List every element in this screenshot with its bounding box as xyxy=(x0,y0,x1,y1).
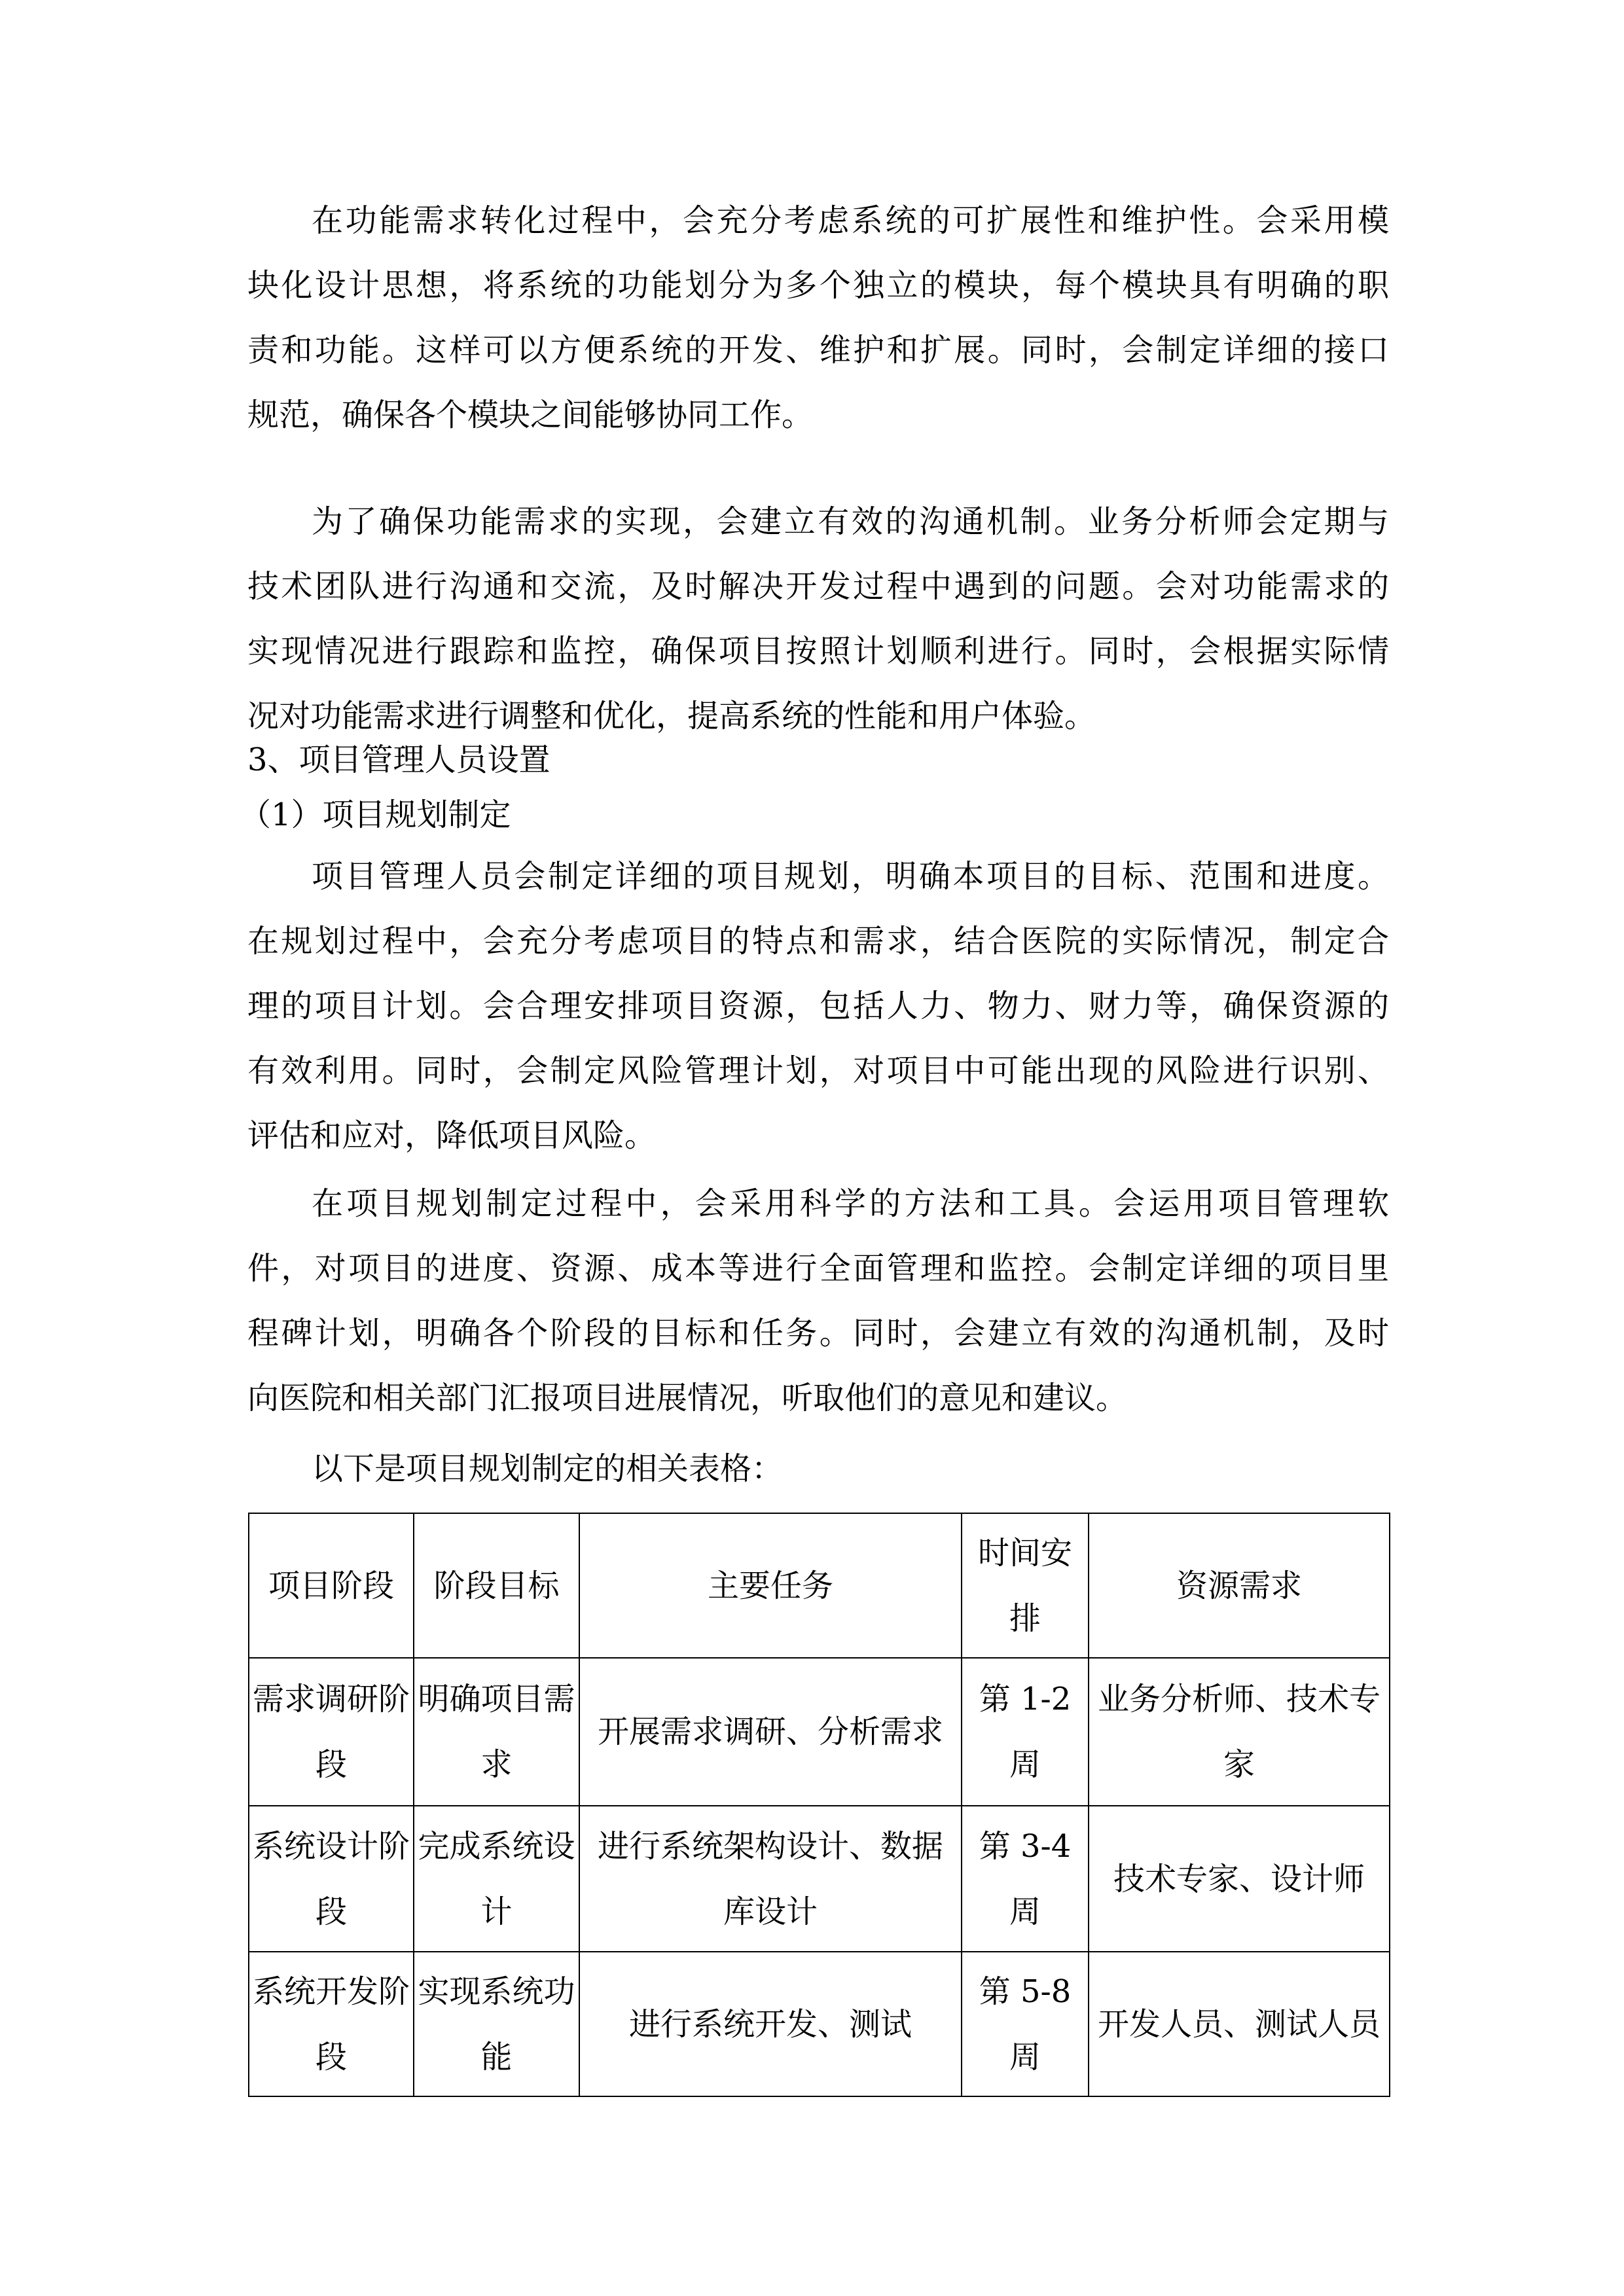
text-line: 为了确保功能需求的实现，会建立有效的沟通机制。业务分析师会定期与 xyxy=(312,503,1389,540)
paragraph-communication xyxy=(247,490,1389,749)
text-line: 规范，确保各个模块之间能够协同工作。 xyxy=(247,397,814,433)
table-row xyxy=(249,1806,1390,1952)
text-line: 责和功能。这样可以方便系统的开发、维护和扩展。同时，会制定详细的接口 xyxy=(247,332,1389,368)
text-line: 在功能需求转化过程中，会充分考虑系统的可扩展性和维护性。会采用模 xyxy=(312,202,1389,239)
table-cell: 第 5-8 周 xyxy=(962,1952,1089,2096)
text-line: 在项目规划制定过程中，会采用科学的方法和工具。会运用项目管理软 xyxy=(312,1185,1389,1222)
table-cell: 系统设计阶段 xyxy=(249,1806,414,1952)
table-cell: 进行系统架构设计、数据库设计 xyxy=(579,1806,962,1952)
text-line: 件，对项目的进度、资源、成本等进行全面管理和监控。会制定详细的项目里 xyxy=(247,1250,1389,1287)
text-line: 评估和应对，降低项目风险。 xyxy=(247,1117,657,1154)
table-cell: 技术专家、设计师 xyxy=(1089,1806,1390,1952)
table-row xyxy=(249,1658,1390,1806)
table-cell: 开展需求调研、分析需求 xyxy=(579,1658,962,1806)
table-cell: 第 1-2 周 xyxy=(962,1658,1089,1806)
text-line: 理的项目计划。会合理安排项目资源，包括人力、物力、财力等，确保资源的 xyxy=(247,988,1389,1024)
paragraph-modular-design xyxy=(247,188,1389,448)
table-cell: 主要任务 xyxy=(579,1513,962,1658)
project-plan-table xyxy=(248,1513,1390,2097)
text-line: 程碑计划，明确各个阶段的目标和任务。同时，会建立有效的沟通机制，及时 xyxy=(247,1315,1389,1352)
table-cell: 第 3-4 周 xyxy=(962,1806,1089,1952)
paragraph-planning-tools xyxy=(247,1172,1389,1431)
text-line: 况对功能需求进行调整和优化，提高系统的性能和用户体验。 xyxy=(247,698,1096,734)
table-row xyxy=(249,1952,1390,2096)
text-line: 项目管理人员会制定详细的项目规划，明确本项目的目标、范围和进度。 xyxy=(312,858,1389,895)
table-cell: 业务分析师、技术专家 xyxy=(1089,1658,1390,1806)
text-line: 有效利用。同时，会制定风险管理计划，对项目中可能出现的风险进行识别、 xyxy=(247,1052,1389,1089)
table-cell: 项目阶段 xyxy=(249,1513,414,1658)
table-cell: 实现系统功能 xyxy=(414,1952,579,2096)
text-line: 向医院和相关部门汇报项目进展情况，听取他们的意见和建议。 xyxy=(247,1380,1128,1416)
table-cell: 资源需求 xyxy=(1089,1513,1390,1658)
section-heading: 3、项目管理人员设置 xyxy=(247,742,550,778)
text-line: 在规划过程中，会充分考虑项目的特点和需求，结合医院的实际情况，制定合 xyxy=(247,923,1389,960)
table-cell: 开发人员、测试人员 xyxy=(1089,1952,1390,2096)
text-line: 技术团队进行沟通和交流，及时解决开发过程中遇到的问题。会对功能需求的 xyxy=(247,568,1389,605)
table-cell: 明确项目需求 xyxy=(414,1658,579,1806)
table-intro: 以下是项目规划制定的相关表格： xyxy=(312,1450,784,1487)
paragraph-project-planning xyxy=(247,844,1389,1168)
table-cell: 时间安排 xyxy=(962,1513,1089,1658)
table-cell: 系统开发阶段 xyxy=(249,1952,414,2096)
table-header-row xyxy=(249,1513,1390,1658)
text-line: 块化设计思想，将系统的功能划分为多个独立的模块，每个模块具有明确的职 xyxy=(247,267,1389,304)
table-cell: 需求调研阶段 xyxy=(249,1658,414,1806)
table-cell: 进行系统开发、测试 xyxy=(579,1952,962,2096)
text-line: 实现情况进行跟踪和监控，确保项目按照计划顺利进行。同时，会根据实际情 xyxy=(247,633,1389,670)
table-cell: 阶段目标 xyxy=(414,1513,579,1658)
table-cell: 完成系统设计 xyxy=(414,1806,579,1952)
subsection-heading: （1）项目规划制定 xyxy=(240,797,511,833)
